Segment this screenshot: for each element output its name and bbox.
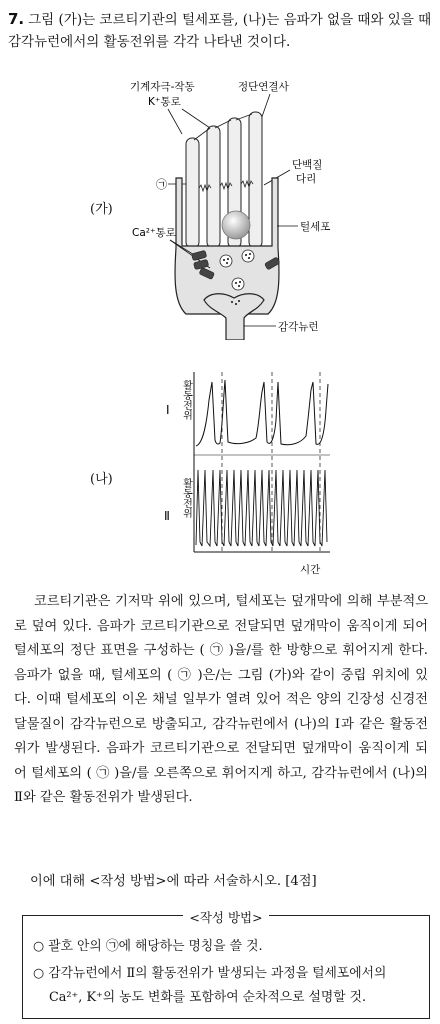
trace-i-waveform: [196, 380, 328, 446]
figure-a-hair-cell-diagram: [130, 78, 350, 340]
question-text: 그림 (가)는 코르티기관의 털세포를, (나)는 음파가 없을 때와 있을 때 감각뉴런에서의 활동전위를 각각 나타낸 것이다.: [8, 12, 432, 50]
label-hair-cell: 털세포: [300, 221, 331, 233]
box-item-1: ○ 괄호 안의 ㉠에 해당하는 명칭을 쓸 것.: [33, 939, 263, 954]
nucleus: [222, 211, 250, 239]
xlabel-time: 시간: [300, 564, 321, 576]
figure-b-label: (나): [90, 472, 113, 487]
trace-ii-label: Ⅱ: [164, 509, 170, 523]
main-paragraph: 코르티기관은 기저막 위에 있으며, 털세포는 덮개막에 의해 부분적으로 덮여 있다. 음파가 코르티기관으로 전달되면 덮개막이 움직이게 되어 털세포의 정단 표면을 구성하는 ( ㉠ )을/를 한 방향으로 휘어지게 한다. 음파가 없을 때, 털세포의 ( ㉠ )은/는 그림 (가)와 같이 중립 위치에 있다. 이때 털세포의 이온 채널 일부가 열려 있어 적은 양의 긴장성 신경전달물질이 감각뉴런으로 방출되고, 감각뉴런에서 (나)의 Ⅰ과 같은 활동전위가 발생된다. 음파가 코르티기관으로 전달되면 덮개막이 움직이게 되어 털세포의 ( ㉠ )을/를 오른쪽으로 휘어지게 하고, 감각뉴런에서 (나)의 Ⅱ와 같은 활동전위가 발생된다.: [14, 594, 428, 805]
label-k-channel-line2: K⁺통로: [148, 96, 181, 108]
label-marker: ㉠: [156, 178, 167, 191]
box-item-2a: ○ 감각뉴런에서 Ⅱ의 활동전위가 발생되는 과정을 털세포에서의: [33, 966, 387, 981]
box-item-2b: Ca²⁺, K⁺의 농도 변화를 포함하여 순차적으로 설명할 것.: [49, 990, 367, 1005]
ylabel-trace-i: 활동전위: [180, 380, 192, 420]
question-stem: [8, 8, 432, 53]
ylabel-trace-ii: 활동전위: [180, 478, 192, 518]
sensory-neuron: [204, 294, 264, 340]
label-sensory-neuron: 감각뉴런: [278, 321, 319, 333]
label-tip-link: 정단연결사: [238, 81, 289, 93]
label-ca-channel: Ca²⁺통로: [132, 227, 176, 239]
trace-i-label: Ⅰ: [166, 403, 170, 417]
trace-ii-waveform: [196, 470, 327, 546]
instruction-text: 이에 대해 <작성 방법>에 따라 서술하시오. [4점]: [30, 874, 317, 889]
figure-b-action-potentials: [160, 370, 340, 585]
question-number: 7.: [8, 10, 25, 28]
label-protein-bridge-line1: 단백질: [292, 159, 323, 171]
label-k-channel-line1: 기계자극-작동: [130, 81, 195, 93]
figure-a-label: (가): [90, 202, 113, 217]
writing-method-box: [22, 910, 430, 1019]
box-title: <작성 방법>: [183, 910, 268, 925]
label-protein-bridge-line2: 다리: [296, 173, 317, 185]
